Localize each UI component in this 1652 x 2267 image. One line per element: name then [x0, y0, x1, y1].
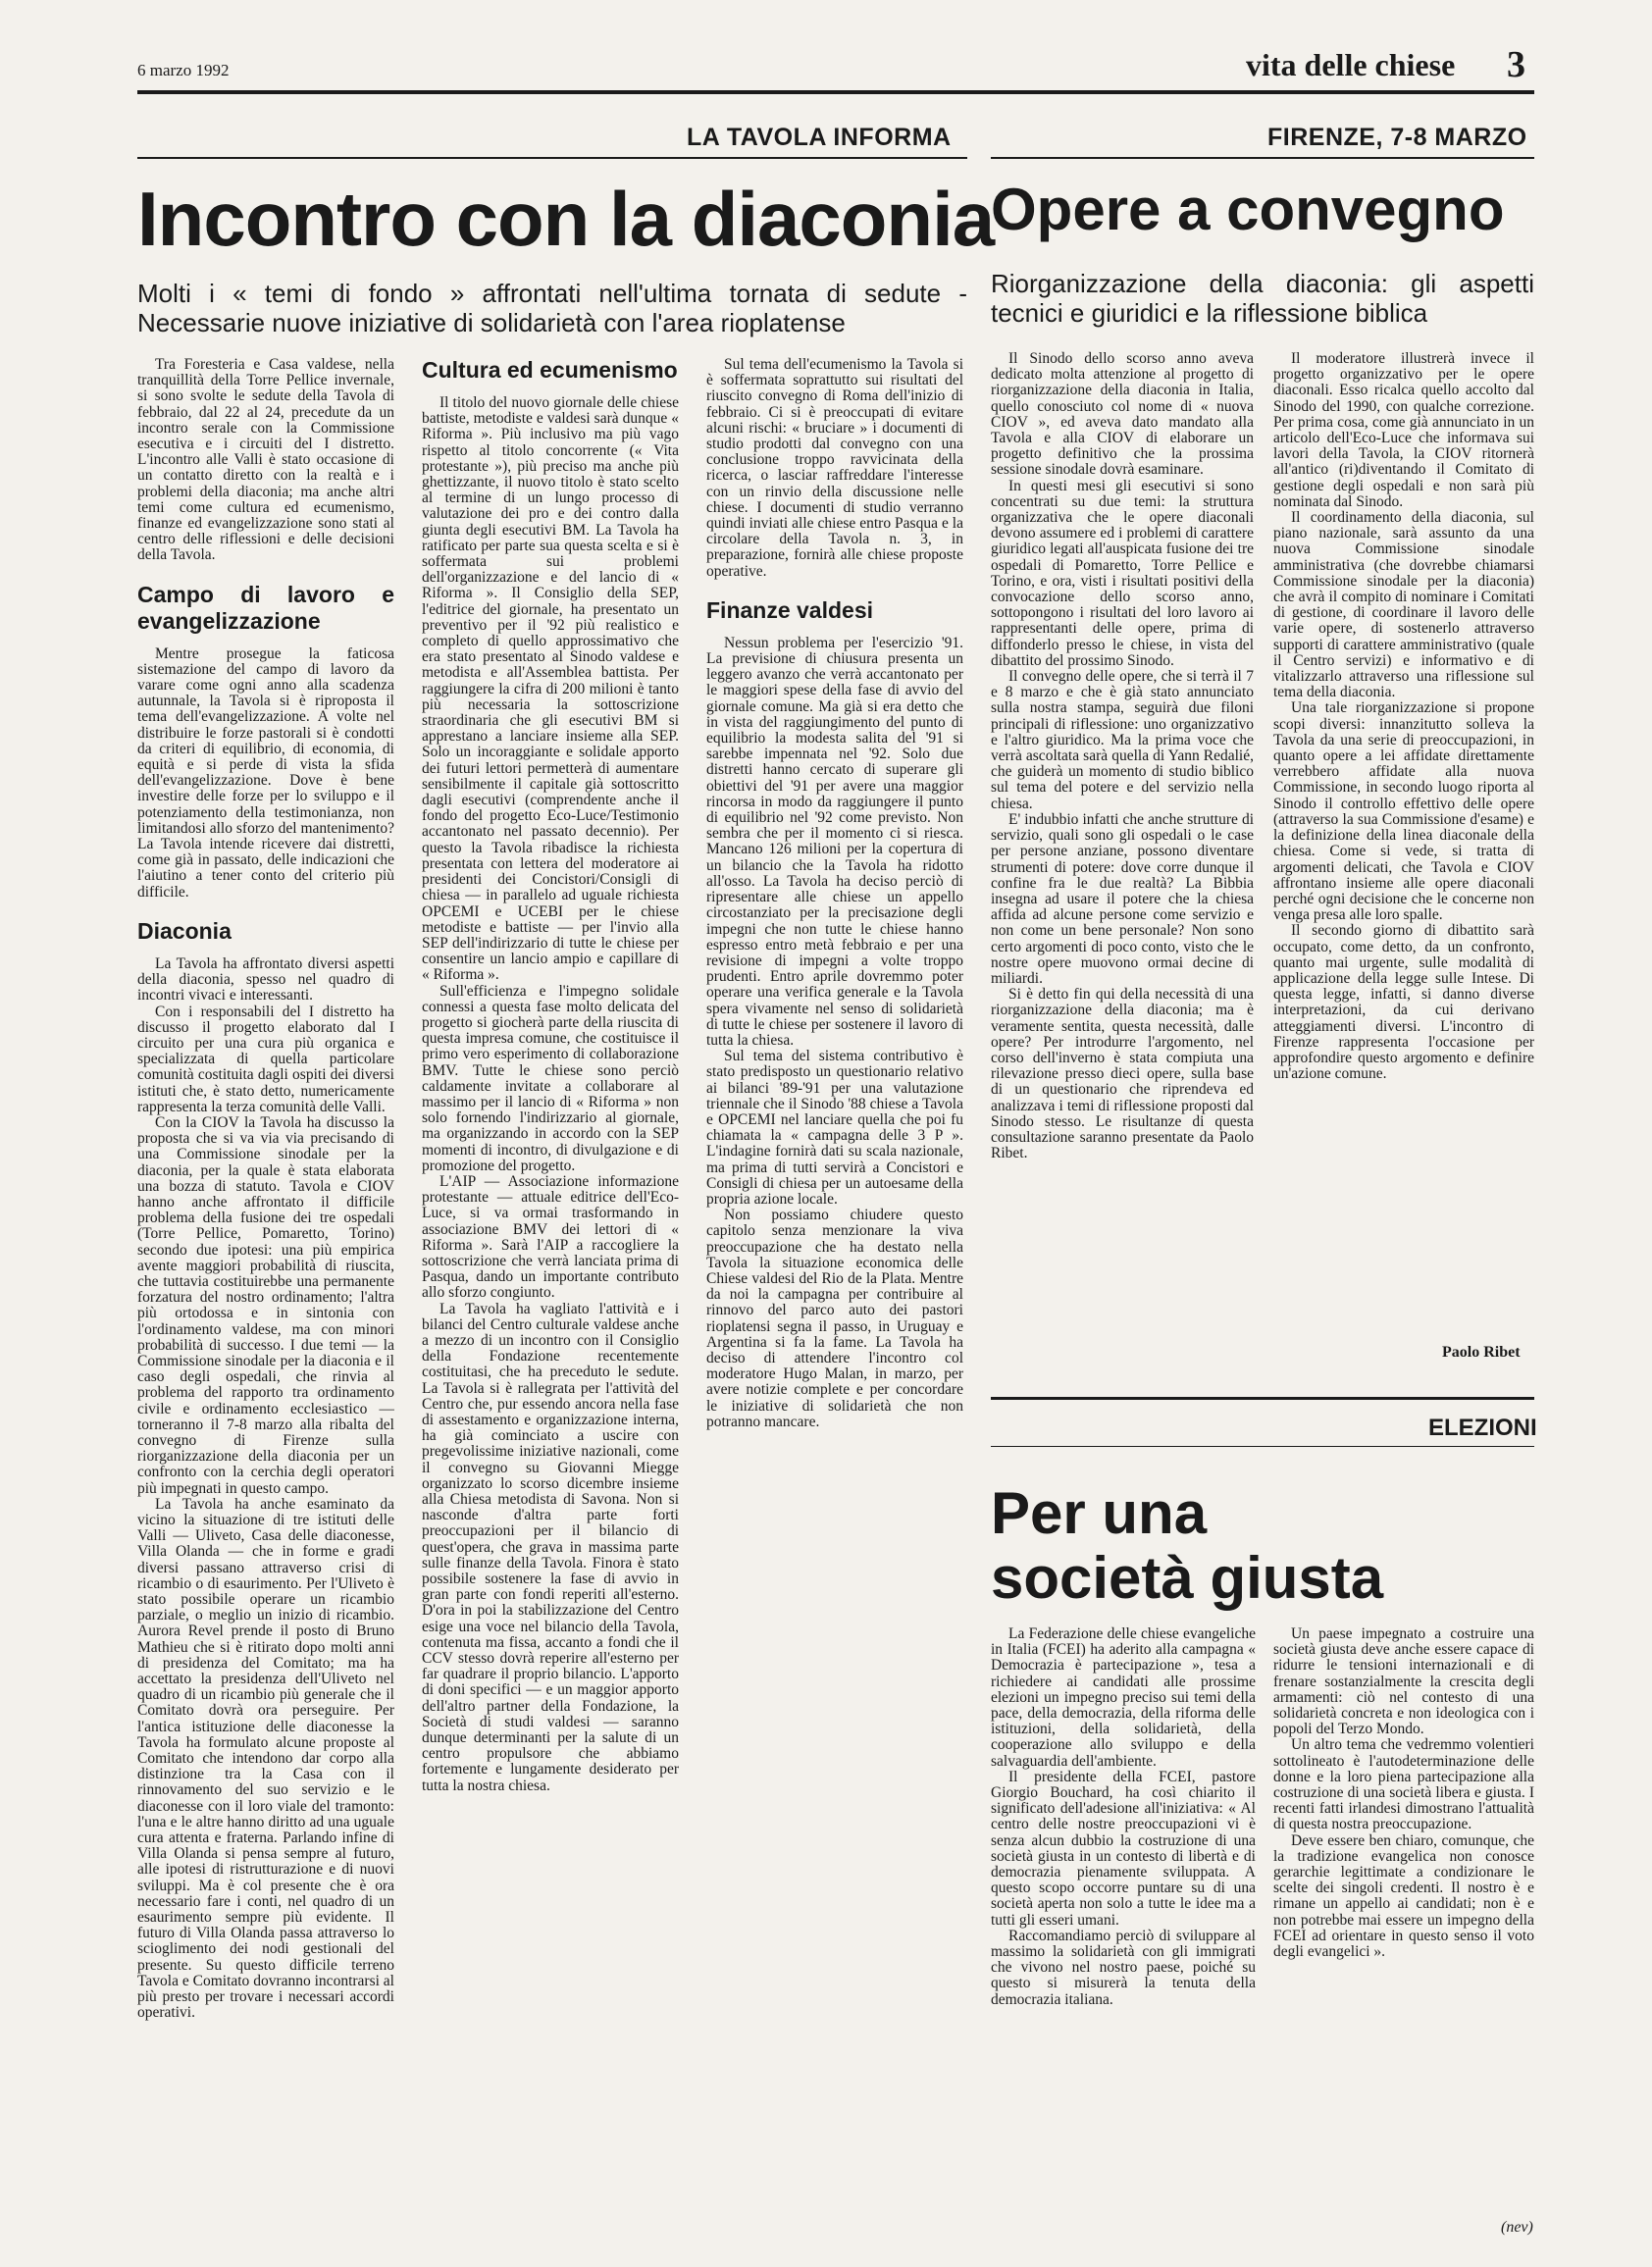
left-deck: Molti i « temi di fondo » affrontati nell'ultima tornata di sedute - Necessarie nuove iniziative di solidarietà con l'area rioplatense — [137, 279, 967, 337]
left-headline: Incontro con la diaconia — [137, 176, 995, 262]
paragraph: Nessun problema per l'esercizio '91. La previsione di chiusura presenta un leggero avanzo che verrà accantonato per le maggiori spese della fase di avvio del giornale comune. Ma già si era detto che in vista del raggiungimento del punto di equilibrio la modesta salita del '91 si sarebbe impennata nel '92. Solo due distretti hanno cercato di superare gli obiettivi del '91 per avere una maggior rincorsa in modo da raggiungere il punto di equilibrio nel '92 come previsto. Non sembra che per il momento ci si riesca. Mancano 126 milioni per la copertura di un bilancio che la Tavola ha ridotto all'osso. La Tavola ha deciso perciò di ripresentare alle chiese un appello circostanziato per la precisazione degli impegni che non tutte le chiese hanno espresso entro metà febbraio e per una revisione di impegni a volte troppo prudenti. Entro aprile dovremmo poter operare una verifica generale e la Tavola spera vivamente nel senso di solidarietà di tutte le chiese per sostenere il lavoro di tutta la chiesa. — [706, 634, 963, 1049]
left-article-column-2 — [422, 357, 679, 2250]
left-kicker: LA TAVOLA INFORMA — [687, 124, 952, 151]
subheading-cultura-ecumenismo: Cultura ed ecumenismo — [422, 357, 678, 383]
paragraph: Il convegno delle opere, che si terrà il 7 e 8 marzo e che è già stato annunciato sulla nostra stampa, seguirà due filoni principali di riflessione: uno organizzativo e l'altro giuridico. Ma la prima voce che verrà ascoltata sarà quella di Yann Redalié, che guiderà un momento di studio biblico sul tema del potere e del servizio nella chiesa. — [991, 668, 1254, 812]
paragraph: Il Sinodo dello scorso anno aveva dedicato molta attenzione al progetto di riorganizzazione della diaconia in Italia, quello conosciuto col nome di « nuova CIOV », ed aveva dato mandato alla Tavola e alla CIOV di elaborare un progetto definitivo che la prossima sessione sinodale dovrà esaminare. — [991, 351, 1254, 479]
paragraph: Mentre prosegue la faticosa sistemazione del campo di lavoro da varare come ogni anno alla scadenza autunnale, la Tavola si è riproposta il tema dell'evangelizzazione. A volte nel distribuire le forze pastorali si è condotti da criteri di equilibrio, di economia, di equità e si perde di vista la sfida dell'evangelizzazione. Dove è bene investire delle forze per lo sviluppo e il potenziamento della testimonianza, non limitandosi allo sforzo del mantenimento? La Tavola intende ricevere dai distretti, come già in passato, delle indicazioni che l'aiutino a tener conto del criterio più difficile. — [137, 644, 394, 901]
paragraph: Il coordinamento della diaconia, sul piano nazionale, sarà assunto da una nuova Commissione sinodale amministrativa (che dovrebbe chiamarsi Commissione sinodale per la diaconia) che avrà il compito di nominare i Comitati di gestione, di coordinare il lavoro delle varie opere, di sostenerlo attraverso supporti di carattere amministrativo (quale il Centro servizi) e informativo e di vitalizzarlo attraverso una riflessione sul tema della diaconia. — [1273, 509, 1534, 701]
right-kicker: FIRENZE, 7-8 MARZO — [1267, 124, 1527, 151]
paragraph: Un paese impegnato a costruire una società giusta deve anche essere capace di ridurre le tensioni internazionali e di frenare sostanzialmente la crescita degli armamenti: ciò nel contesto di una solidarietà concreta e non ideologica con i popoli del Terzo Mondo. — [1273, 1626, 1534, 1738]
page-number: 3 — [1507, 44, 1525, 85]
paragraph: Il titolo del nuovo giornale delle chiese battiste, metodiste e valdesi sarà dunque « Riforma ». Più inclusivo ma più vago rispetto al titolo concorrente (« Vita protestante »), più preciso ma anche più ghettizzante, il nuovo titolo è stato scelto al termine di un lungo processo di valutazione dei pro e dei contro dalla giunta degli esecutivi BM. La Tavola ha ratificato per parte sua questa scelta e si è soffermata sui problemi dell'organizzazione e del lancio di « Riforma ». Il Consiglio della SEP, l'editrice del giornale, ha presentato un preventivo per il '92 più realistico e completo di quello approssimativo che era stato presentato al Sinodo valdese e metodista e all'Assemblea battista. Per raggiungere la cifra di 200 milioni è tanto più necessaria la sottoscrizione straordinaria che gli esecutivi BM si apprestano a lanciare insieme alla SEP. Solo un incoraggiante e solidale apporto dei futuri lettori permetterà di aumentare sensibilmente il capitale già sottoscritto dagli esecutivi (comprendente anche il fondo del progetto Eco-Luce/Testimonio accantonato nel passato decennio). Per questo la Tavola ribadisce la richiesta presentata con lettera del moderatore ai presidenti dei Concistori/Consigli di chiesa — in parallelo ad uguale richiesta OPCEMI e UCEBI per le chiese metodiste e battiste — per l'invio alla SEP dell'indirizzario di tutte le chiese per consentire un lancio ampio e capillare di « Riforma ». — [422, 394, 679, 984]
elections-headline-line-1: Per una — [991, 1480, 1208, 1546]
elections-rule-bottom — [991, 1446, 1534, 1447]
subheading-finanze-valdesi: Finanze valdesi — [706, 596, 874, 623]
elections-headline — [991, 1481, 1383, 1611]
right-article-column-1 — [991, 351, 1254, 1342]
elections-column-1 — [991, 1626, 1256, 2235]
paragraph: Una tale riorganizzazione si propone scopi diversi: innanzitutto solleva la Tavola da una serie di preoccupazioni, in quanto opere a lei affidate direttamente verrebbero affidate alla nuova Commissione, in secondo luogo riporta al Sinodo il controllo effettivo delle opere (attraverso la sua Commissione d'esame) e la definizione della linea diaconale della chiesa. Come si vede, si tratta di argomenti delicati, che Tavola e CIOV affrontano insieme alle opere diaconali perché ogni decisione che le concerne non venga presa alle loro spalle. — [1273, 699, 1534, 924]
paragraph: La Tavola ha anche esaminato da vicino la situazione di tre istituti delle Valli — Uliveto, Casa delle diaconesse, Villa Olanda — che in forme e gradi diversi passano attraverso crisi di ricambio o di esaurimento. Per l'Uliveto è stato possibile operare un ricambio parziale, o meglio un inizio di ricambio. Aurora Revel prende il posto di Bruno Mathieu che si è ritirato dopo molti anni di presidenza del Comitato; ma ha accettato la presidenza dell'Uliveto nel quadro di un ricambio più generale che il Comitato dovrà ora perseguire. Per l'antica istituzione delle diaconesse la Tavola ha formulato alcune proposte al Comitato che intendono dar corpo alla distinzione tra la Casa con il rinnovamento del suo servizio e le diaconesse con il loro viale del tramonto: l'una e le altre hanno diritto ad una uguale cura attenta e fraterna. Parlando infine di Villa Olanda si pensa sempre al futuro, alle ipotesi di ristrutturazione e di nuovi sviluppi. Ma è col presente che è ora necessario fare i conti, nel quadro di un esaurimento sempre più evidente. Il futuro di Villa Olanda passa attraverso lo scioglimento dei nodi gestionali del presente. Su questo difficile terreno Tavola e Comitato dovranno incontrarsi al più presto per trovare i necessari accordi operativi. — [137, 1495, 394, 2022]
subheading-diaconia: Diaconia — [137, 917, 232, 944]
paragraph: Raccomandiamo perciò di sviluppare al massimo la solidarietà con gli immigrati che vivono nel nostro paese, poiché su questo si misurerà la tenuta della democrazia italiana. — [991, 1927, 1256, 2008]
paragraph: E' indubbio infatti che anche strutture di servizio, quali sono gli ospedali o le case per persone anziane, possono diventare strumenti di potere: dove corre dunque il confine fra le due realtà? La Bibbia insegna ad usare il potere che la chiesa affida ad alcune persone come servizio e non come un bene personale? Non sono certo argomenti di poco conto, visto che le nostre opere muovono ormai decine di miliardi. — [991, 810, 1254, 987]
paragraph: La Tavola ha affrontato diversi aspetti della diaconia, spesso nel quadro di incontri vivaci e interessanti. — [137, 954, 394, 1005]
issue-date: 6 marzo 1992 — [137, 61, 230, 79]
paragraph: Sull'efficienza e l'impegno solidale connessi a questa fase molto delicata del progetto si giocherà parte della riuscita di questa impresa comune, che costituisce il primo vero esperimento di collaborazione BMV. Tutte le chiese sono perciò caldamente invitate a collaborare al massimo per il lancio di « Riforma » non solo fornendo l'indirizzario al giornale, ma organizzando in accordo con la SEP momenti di incontro, di divulgazione e di promozione del progetto. — [422, 982, 679, 1174]
elections-headline-line-2: società giusta — [991, 1545, 1384, 1611]
paragraph: In questi mesi gli esecutivi si sono concentrati su due temi: la struttura organizzativa che le opere diaconali devono assumere ed i problemi di carattere giuridico legati all'auspicata fusione dei tre ospedali di Pomaretto, Torre Pellice e Torino, e ora, visti i risultati positivi della convocazione dello scorso anno, sottopongono i risultati del loro lavoro ai rappresentanti delle opere, prima di diffonderlo presso le chiese, in vista del dibattito del prossimo Sinodo. — [991, 477, 1254, 669]
paragraph: L'AIP — Associazione informazione protestante — attuale editrice dell'Eco-Luce, si va ormai trasformando in associazione BMV dei lettori di « Riforma ». Sarà l'AIP a raccogliere la sottoscrizione che verrà lanciata prima di Pasqua, dando un importante contributo allo sforzo congiunto. — [422, 1172, 679, 1302]
subheading-campo-di-lavoro: Campo di lavoro e evangelizzazione — [137, 581, 394, 634]
author-signature: Paolo Ribet — [1442, 1344, 1521, 1361]
right-headline: Opere a convegno — [991, 177, 1505, 242]
header-rule — [137, 90, 1534, 94]
paragraph: Il moderatore illustrerà invece il progetto organizzativo per le opere diaconali. Esso ricalca quello accolto dal Sinodo del 1990, con qualche correzione. Per prima cosa, come già annunciato in un articolo dell'Eco-Luce che informava sui lavori della Tavola, la CIOV ritornerà all'antico (ri)diventando il Comitato di gestione degli ospedali e non sarà più nominata dal Sinodo. — [1273, 351, 1534, 510]
paragraph: Deve essere ben chiaro, comunque, che la tradizione evangelica non conosce gerarchie legittimate a condizionare le scelte dei singoli credenti. Il nostro è e rimane un appello ai candidati; non è e non potrebbe mai essere un impegno della FCEI ad orientare in questo senso il voto degli evangelici ». — [1273, 1831, 1534, 1961]
paragraph: Con la CIOV la Tavola ha discusso la proposta che si va via via precisando di una Commissione sinodale per la diaconia, per la quale è stata elaborata una bozza di statuto. Tavola e CIOV hanno anche affrontato il difficile problema della fusione dei tre ospedali (Torre Pellice, Pomaretto, Torino) secondo due ipotesi: una più empirica avente maggiori probabilità di riuscita, che tuttavia costituirebbe una permanente forzatura del nostro ordinamento; l'altra più ortodossa e in sintonia con l'ordinamento valdese, ma con minori probabilità di successo. I due temi — la Commissione sinodale per la diaconia e il caso degli ospedali, che rinvia al problema del rapporto tra ordinamento civile e ordinamento ecclesiastico — torneranno il 7-8 marzo alla ribalta del convegno di Firenze sulla riorganizzazione della diaconia per un confronto con la cerchia degli operatori più impegnati in questo campo. — [137, 1113, 394, 1497]
elections-label: ELEZIONI — [1428, 1415, 1537, 1441]
elections-column-2 — [1273, 1626, 1534, 2235]
paragraph: Non possiamo chiudere questo capitolo senza menzionare la viva preoccupazione che ha destato nella Tavola la situazione economica delle Chiese valdesi del Rio de la Plata. Mentre da noi la campagna per contribuire al rinnovo del parco auto dei pastori rioplatensi segna il passo, in Uruguay e Argentina si fa la fame. La Tavola ha deciso di attendere l'incontro col moderatore Hugo Malan, in marzo, per avere notizie complete e per concordare le iniziative di solidarietà che non potranno mancare. — [706, 1207, 963, 1430]
paragraph: Il presidente della FCEI, pastore Giorgio Bouchard, ha così chiarito il significato dell'adesione all'iniziativa: « Al centro delle nostre preoccupazioni vi è senza alcun dubbio la costruzione di una società giusta in un contesto di libertà e di democrazia pienamente sviluppata. A questo scopo occorre puntare su di una società aperta non solo a tutte le idee ma a tutti gli esseri umani. — [991, 1768, 1256, 1929]
paragraph: La Federazione delle chiese evangeliche in Italia (FCEI) ha aderito alla campagna « Democrazia è partecipazione », tesa a richiedere ai candidati alle prossime elezioni un impegno preciso sui temi della pace, della democrazia, della riforma delle istituzioni, della solidarietà, della cooperazione allo sviluppo e della salvaguardia dell'ambiente. — [991, 1626, 1256, 1770]
section-name: vita delle chiese — [1246, 47, 1456, 82]
paragraph: La Tavola ha vagliato l'attività e i bilanci del Centro culturale valdese anche a mezzo di un incontro con il Consiglio della Fondazione recentemente costituitasi, che ha preceduto le sedute. La Tavola si è rallegrata per l'attività del Centro che, pur essendo ancora nella fase di assestamento e organizzazione interna, ha già cominciato a uscire con pregevolissime iniziative nazionali, come il convegno su Giovanni Miegge organizzato lo scorso dicembre insieme alla Chiesa metodista di Savona. Non si nasconde d'altra parte forti preoccupazioni per il bilancio di quest'opera, che grava in massima parte sulle finanze della Tavola. Finora è stato possibile sostenere la fase di avvio in gran parte con fondi reperiti all'esterno. D'ora in poi la stabilizzazione del Centro esige una voce nel bilancio della Tavola, contenuta ma fissa, accanto a fondi che il CCV stesso dovrà reperire all'esterno per far quadrare il proprio bilancio. L'apporto di doni specifici — e un maggior apporto dell'altro partner della Fondazione, la Società di studi valdesi — saranno dunque determinanti per la salute di un centro propulsore che abbiamo fortemente e lungamente desiderato per tutta la nostra chiesa. — [422, 1300, 679, 1794]
paragraph: Si è detto fin qui della necessità di una riorganizzazione della diaconia; ma è veramente sentita, questa necessità, dalle opere? Per introdurre l'argomento, nel corso dell'inverno è stata compiuta una rilevazione presso dieci opere, sulla base di un questionario che riprendeva ed analizzava i temi di riflessione proposti dal Sinodo stesso. Le risultanze di questa consultazione saranno presentate da Paolo Ribet. — [991, 986, 1254, 1162]
paragraph: Il secondo giorno di dibattito sarà occupato, come detto, da un confronto, quanto mai urgente, sulle modalità di applicazione della legge sulle Intese. Di questa legge, infatti, si danno diverse interpretazioni, da cui derivano atteggiamenti diversi. L'incontro di Firenze rappresenta l'occasione per approfondire questo argomento e definire un'azione comune. — [1273, 922, 1534, 1083]
left-article-column-3 — [706, 357, 963, 2250]
paragraph: Sul tema dell'ecumenismo la Tavola si è soffermata soprattutto sui risultati del riuscito convegno di Roma dell'inizio di febbraio. Ci si è preoccupati di evitare alcuni rischi: « bruciare » i documenti di studio prodotti dal convegno con una conclusione troppo ravvicinata della ricerca, o lasciar raffreddare l'interesse con un rinvio della discussione nelle chiese. I documenti di studio verranno quindi inviati alle chiese entro Pasqua e la circolare della Tavola n. 3, in preparazione, fornirà alle chiese proposte operative. — [706, 357, 963, 580]
elections-signature: (nev) — [1501, 2219, 1533, 2236]
elections-rule-top — [991, 1397, 1534, 1400]
paragraph: Tra Foresteria e Casa valdese, nella tranquillità della Torre Pellice invernale, si sono svolte le sedute della Tavola di febbraio, dal 22 al 24, precedute da un incontro serale con la Commissione esecutiva e i circuiti del I distretto. L'incontro alle Valli è stato occasione di un contatto diretto con la realtà e i problemi della diaconia; ma anche altri temi come cultura ed ecumenismo, finanze ed evangelizzazione sono stati al centro delle riflessioni e delle decisioni della Tavola. — [137, 357, 394, 564]
paragraph: Un altro tema che vedremmo volentieri sottolineato è l'autodeterminazione delle donne e la loro piena partecipazione alla costruzione di una società libera e giusta. I recenti fatti irlandesi dimostrano l'attualità di questa nostra preoccupazione. — [1273, 1736, 1534, 1833]
kicker-rule-right — [991, 157, 1534, 159]
paragraph: Sul tema del sistema contributivo è stato predisposto un questionario relativo ai bilanci '89-'91 per una valutazione triennale che il Sinodo '88 chiese a Tavola e OPCEMI nel lanciare quella che poi fu chiamata la « campagna delle 3 P ». L'indagine fornirà dati su scala nazionale, ma prima di tutti servirà a Concistori e Consigli di chiesa per un autoesame della propria azione locale. — [706, 1048, 963, 1208]
right-article-column-2 — [1273, 351, 1534, 1342]
left-article-column-1 — [137, 357, 394, 2250]
right-deck: Riorganizzazione della diaconia: gli aspetti tecnici e giuridici e la riflessione biblica — [991, 269, 1534, 328]
kicker-rule-left — [137, 157, 967, 159]
paragraph: Con i responsabili del I distretto ha discusso il progetto elaborato dal I circuito per una cura più organica e specializzata di quella particolare comunità costituita dagli ospiti dei diversi istituti che, è stato detto, numericamente rappresenta la terza comunità delle Valli. — [137, 1003, 394, 1115]
